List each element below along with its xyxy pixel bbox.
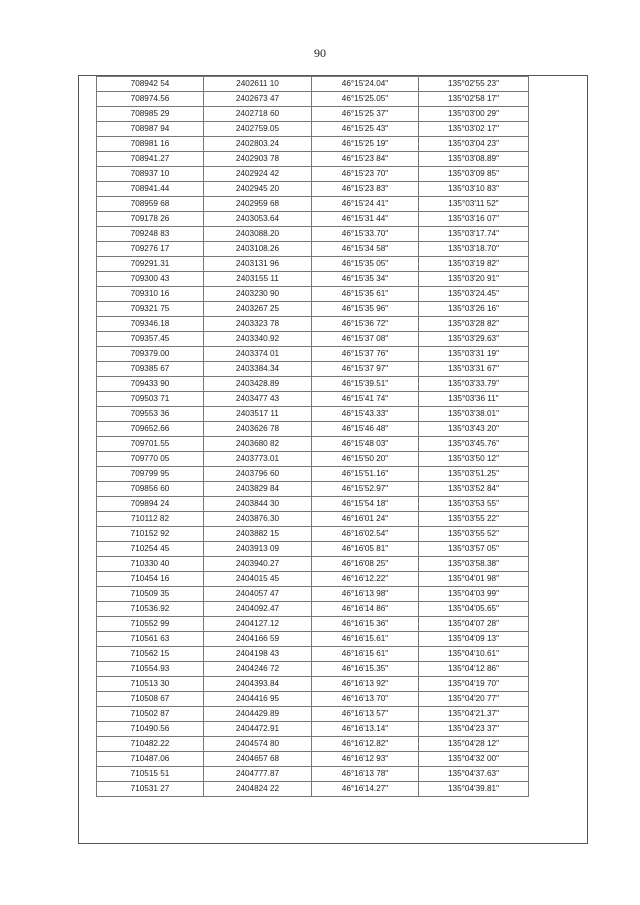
longitude-cell: 135°03'53 55" [419, 497, 529, 512]
latitude-cell: 46°15'23 83" [312, 182, 419, 197]
y-coordinate-cell: 2404472.91 [204, 722, 312, 737]
x-coordinate-cell: 709856 60 [97, 482, 204, 497]
y-coordinate-cell: 2403882 15 [204, 527, 312, 542]
x-coordinate-cell: 709276 17 [97, 242, 204, 257]
x-coordinate-cell: 709300 43 [97, 272, 204, 287]
table-row [97, 557, 529, 572]
longitude-cell: 135°03'18.70" [419, 242, 529, 257]
latitude-cell: 46°15'50 20" [312, 452, 419, 467]
y-coordinate-cell: 2403829 84 [204, 482, 312, 497]
latitude-cell: 46°15'23 70" [312, 167, 419, 182]
latitude-cell: 46°15'35 96" [312, 302, 419, 317]
x-coordinate-cell: 709553 36 [97, 407, 204, 422]
latitude-cell: 46°15'25 19" [312, 137, 419, 152]
longitude-cell: 135°03'38.01" [419, 407, 529, 422]
x-coordinate-cell: 708942 54 [97, 77, 204, 92]
y-coordinate-cell: 2404127.12 [204, 617, 312, 632]
y-coordinate-cell: 2404393.84 [204, 677, 312, 692]
latitude-cell: 46°16'12.82" [312, 737, 419, 752]
x-coordinate-cell: 709385 67 [97, 362, 204, 377]
page-number: 90 [314, 46, 326, 60]
x-coordinate-cell: 709248 83 [97, 227, 204, 242]
table-row [97, 452, 529, 467]
y-coordinate-cell: 2402959 68 [204, 197, 312, 212]
longitude-cell: 135°03'16 07" [419, 212, 529, 227]
y-coordinate-cell: 2402673 47 [204, 92, 312, 107]
x-coordinate-cell: 709701.55 [97, 437, 204, 452]
latitude-cell: 46°15'35 61" [312, 287, 419, 302]
table-row [97, 737, 529, 752]
table-row [97, 107, 529, 122]
latitude-cell: 46°15'43.33" [312, 407, 419, 422]
x-coordinate-cell: 708987 94 [97, 122, 204, 137]
y-coordinate-cell: 2403428.89 [204, 377, 312, 392]
x-coordinate-cell: 710487.06 [97, 752, 204, 767]
x-coordinate-cell: 710330 40 [97, 557, 204, 572]
y-coordinate-cell: 2403088.20 [204, 227, 312, 242]
y-coordinate-cell: 2402759.05 [204, 122, 312, 137]
table-row [97, 272, 529, 287]
table-row [97, 152, 529, 167]
y-coordinate-cell: 2403876.30 [204, 512, 312, 527]
latitude-cell: 46°15'37 97" [312, 362, 419, 377]
longitude-cell: 135°04'10.61" [419, 647, 529, 662]
longitude-cell: 135°04'39.81" [419, 782, 529, 797]
table-row [97, 362, 529, 377]
y-coordinate-cell: 2403517 11 [204, 407, 312, 422]
table-row [97, 392, 529, 407]
latitude-cell: 46°15'23 84" [312, 152, 419, 167]
longitude-cell: 135°03'50 12" [419, 452, 529, 467]
y-coordinate-cell: 2403374 01 [204, 347, 312, 362]
latitude-cell: 46°15'34 58" [312, 242, 419, 257]
x-coordinate-cell: 709652.66 [97, 422, 204, 437]
latitude-cell: 46°16'14.27" [312, 782, 419, 797]
y-coordinate-cell: 2403913 09 [204, 542, 312, 557]
table-row [97, 197, 529, 212]
x-coordinate-cell: 710513 30 [97, 677, 204, 692]
longitude-cell: 135°03'29.63" [419, 332, 529, 347]
latitude-cell: 46°16'14 86" [312, 602, 419, 617]
longitude-cell: 135°03'52 84" [419, 482, 529, 497]
y-coordinate-cell: 2404429.89 [204, 707, 312, 722]
longitude-cell: 135°03'31 67" [419, 362, 529, 377]
y-coordinate-cell: 2404092.47 [204, 602, 312, 617]
longitude-cell: 135°03'36 11" [419, 392, 529, 407]
x-coordinate-cell: 709894 24 [97, 497, 204, 512]
longitude-cell: 135°04'32 00" [419, 752, 529, 767]
table-row [97, 692, 529, 707]
y-coordinate-cell: 2404246 72 [204, 662, 312, 677]
longitude-cell: 135°04'12 86" [419, 662, 529, 677]
longitude-cell: 135°03'11 52" [419, 197, 529, 212]
latitude-cell: 46°15'35 05" [312, 257, 419, 272]
x-coordinate-cell: 710254 45 [97, 542, 204, 557]
longitude-cell: 135°04'07 28" [419, 617, 529, 632]
longitude-cell: 135°03'17.74" [419, 227, 529, 242]
latitude-cell: 46°16'13 70" [312, 692, 419, 707]
y-coordinate-cell: 2404198 43 [204, 647, 312, 662]
longitude-cell: 135°04'37.63" [419, 767, 529, 782]
table-row [97, 77, 529, 92]
y-coordinate-cell: 2404057 47 [204, 587, 312, 602]
coordinates-table-frame [78, 75, 588, 844]
y-coordinate-cell: 2403267 25 [204, 302, 312, 317]
y-coordinate-cell: 2403796 60 [204, 467, 312, 482]
table-row [97, 437, 529, 452]
table-row [97, 677, 529, 692]
x-coordinate-cell: 709357.45 [97, 332, 204, 347]
latitude-cell: 46°15'33.70" [312, 227, 419, 242]
y-coordinate-cell: 2402945 20 [204, 182, 312, 197]
y-coordinate-cell: 2402903 78 [204, 152, 312, 167]
table-row [97, 632, 529, 647]
longitude-cell: 135°03'08.89" [419, 152, 529, 167]
table-row [97, 617, 529, 632]
table-row [97, 587, 529, 602]
table-row [97, 242, 529, 257]
longitude-cell: 135°03'04 23" [419, 137, 529, 152]
table-row [97, 227, 529, 242]
longitude-cell: 135°03'00 29" [419, 107, 529, 122]
latitude-cell: 46°16'13 98" [312, 587, 419, 602]
latitude-cell: 46°15'31 44" [312, 212, 419, 227]
y-coordinate-cell: 2404777.87 [204, 767, 312, 782]
y-coordinate-cell: 2403131 96 [204, 257, 312, 272]
table-row [97, 662, 529, 677]
latitude-cell: 46°15'37 76" [312, 347, 419, 362]
longitude-cell: 135°03'26 16" [419, 302, 529, 317]
table-row [97, 602, 529, 617]
longitude-cell: 135°03'02 17" [419, 122, 529, 137]
latitude-cell: 46°16'02.54" [312, 527, 419, 542]
y-coordinate-cell: 2404015 45 [204, 572, 312, 587]
table-row [97, 182, 529, 197]
table-row [97, 707, 529, 722]
y-coordinate-cell: 2402611 10 [204, 77, 312, 92]
longitude-cell: 135°03'31 19" [419, 347, 529, 362]
latitude-cell: 46°15'24 41" [312, 197, 419, 212]
x-coordinate-cell: 709433 90 [97, 377, 204, 392]
y-coordinate-cell: 2403626 78 [204, 422, 312, 437]
longitude-cell: 135°04'09 13" [419, 632, 529, 647]
x-coordinate-cell: 710561 63 [97, 632, 204, 647]
table-row [97, 377, 529, 392]
longitude-cell: 135°02'58 17" [419, 92, 529, 107]
x-coordinate-cell: 709770 05 [97, 452, 204, 467]
y-coordinate-cell: 2403680 82 [204, 437, 312, 452]
x-coordinate-cell: 709321 75 [97, 302, 204, 317]
table-row [97, 422, 529, 437]
latitude-cell: 46°15'52.97" [312, 482, 419, 497]
table-row [97, 782, 529, 797]
latitude-cell: 46°15'24.04" [312, 77, 419, 92]
x-coordinate-cell: 710562 15 [97, 647, 204, 662]
table-row [97, 137, 529, 152]
y-coordinate-cell: 2404657 68 [204, 752, 312, 767]
table-row [97, 467, 529, 482]
x-coordinate-cell: 710536.92 [97, 602, 204, 617]
latitude-cell: 46°15'25.05" [312, 92, 419, 107]
y-coordinate-cell: 2404574 80 [204, 737, 312, 752]
table-row [97, 722, 529, 737]
y-coordinate-cell: 2403844 30 [204, 497, 312, 512]
table-row [97, 167, 529, 182]
x-coordinate-cell: 710152 92 [97, 527, 204, 542]
longitude-cell: 135°03'57 05" [419, 542, 529, 557]
latitude-cell: 46°15'39.51" [312, 377, 419, 392]
y-coordinate-cell: 2403477 43 [204, 392, 312, 407]
x-coordinate-cell: 708974.56 [97, 92, 204, 107]
x-coordinate-cell: 709291.31 [97, 257, 204, 272]
x-coordinate-cell: 708937 10 [97, 167, 204, 182]
latitude-cell: 46°16'13.14" [312, 722, 419, 737]
latitude-cell: 46°16'13 92" [312, 677, 419, 692]
y-coordinate-cell: 2402924 42 [204, 167, 312, 182]
table-row [97, 542, 529, 557]
y-coordinate-cell: 2404416 95 [204, 692, 312, 707]
y-coordinate-cell: 2402803.24 [204, 137, 312, 152]
x-coordinate-cell: 709799 95 [97, 467, 204, 482]
latitude-cell: 46°16'15 61" [312, 647, 419, 662]
table-row [97, 752, 529, 767]
longitude-cell: 135°03'28 82" [419, 317, 529, 332]
x-coordinate-cell: 710552 99 [97, 617, 204, 632]
longitude-cell: 135°03'24.45" [419, 287, 529, 302]
table-row [97, 332, 529, 347]
longitude-cell: 135°04'23 37" [419, 722, 529, 737]
latitude-cell: 46°16'15 36" [312, 617, 419, 632]
x-coordinate-cell: 710531 27 [97, 782, 204, 797]
table-row [97, 572, 529, 587]
longitude-cell: 135°02'55 23" [419, 77, 529, 92]
longitude-cell: 135°04'05.65" [419, 602, 529, 617]
table-row [97, 767, 529, 782]
latitude-cell: 46°15'46 48" [312, 422, 419, 437]
x-coordinate-cell: 708941.44 [97, 182, 204, 197]
longitude-cell: 135°04'20 77" [419, 692, 529, 707]
latitude-cell: 46°15'37 08" [312, 332, 419, 347]
x-coordinate-cell: 708985 29 [97, 107, 204, 122]
table-row [97, 347, 529, 362]
y-coordinate-cell: 2403940.27 [204, 557, 312, 572]
coordinates-table [96, 76, 529, 797]
table-row [97, 512, 529, 527]
y-coordinate-cell: 2404166 59 [204, 632, 312, 647]
x-coordinate-cell: 710509 35 [97, 587, 204, 602]
table-row [97, 527, 529, 542]
latitude-cell: 46°16'15.61" [312, 632, 419, 647]
x-coordinate-cell: 710502 87 [97, 707, 204, 722]
longitude-cell: 135°03'55 52" [419, 527, 529, 542]
coordinates-table-body [97, 77, 529, 797]
x-coordinate-cell: 710112 82 [97, 512, 204, 527]
table-row [97, 302, 529, 317]
latitude-cell: 46°15'51.16" [312, 467, 419, 482]
x-coordinate-cell: 710515 51 [97, 767, 204, 782]
y-coordinate-cell: 2402718 60 [204, 107, 312, 122]
longitude-cell: 135°03'58.38" [419, 557, 529, 572]
x-coordinate-cell: 709346.18 [97, 317, 204, 332]
longitude-cell: 135°03'45.76" [419, 437, 529, 452]
latitude-cell: 46°15'48 03" [312, 437, 419, 452]
longitude-cell: 135°03'33.79" [419, 377, 529, 392]
y-coordinate-cell: 2404824 22 [204, 782, 312, 797]
latitude-cell: 46°16'01 24" [312, 512, 419, 527]
latitude-cell: 46°16'12.22" [312, 572, 419, 587]
table-row [97, 407, 529, 422]
latitude-cell: 46°16'12 93" [312, 752, 419, 767]
table-row [97, 287, 529, 302]
y-coordinate-cell: 2403323 78 [204, 317, 312, 332]
table-row [97, 647, 529, 662]
x-coordinate-cell: 710454 16 [97, 572, 204, 587]
x-coordinate-cell: 709178 26 [97, 212, 204, 227]
x-coordinate-cell: 708959 68 [97, 197, 204, 212]
latitude-cell: 46°16'08 25" [312, 557, 419, 572]
longitude-cell: 135°03'20 91" [419, 272, 529, 287]
latitude-cell: 46°16'05 81" [312, 542, 419, 557]
longitude-cell: 135°03'55 22" [419, 512, 529, 527]
table-row [97, 257, 529, 272]
longitude-cell: 135°04'28 12" [419, 737, 529, 752]
latitude-cell: 46°15'25 37" [312, 107, 419, 122]
y-coordinate-cell: 2403230 90 [204, 287, 312, 302]
latitude-cell: 46°15'25 43" [312, 122, 419, 137]
longitude-cell: 135°04'19 70" [419, 677, 529, 692]
latitude-cell: 46°15'54 18" [312, 497, 419, 512]
x-coordinate-cell: 710554.93 [97, 662, 204, 677]
longitude-cell: 135°04'01 98" [419, 572, 529, 587]
table-row [97, 497, 529, 512]
x-coordinate-cell: 710482.22 [97, 737, 204, 752]
x-coordinate-cell: 708941.27 [97, 152, 204, 167]
longitude-cell: 135°04'21.37" [419, 707, 529, 722]
y-coordinate-cell: 2403384.34 [204, 362, 312, 377]
y-coordinate-cell: 2403108.26 [204, 242, 312, 257]
x-coordinate-cell: 710508 67 [97, 692, 204, 707]
table-row [97, 317, 529, 332]
x-coordinate-cell: 710490.56 [97, 722, 204, 737]
longitude-cell: 135°03'10 83" [419, 182, 529, 197]
longitude-cell: 135°03'43 20" [419, 422, 529, 437]
latitude-cell: 46°15'35 34" [312, 272, 419, 287]
table-row [97, 482, 529, 497]
y-coordinate-cell: 2403773.01 [204, 452, 312, 467]
longitude-cell: 135°04'03 99" [419, 587, 529, 602]
x-coordinate-cell: 709379.00 [97, 347, 204, 362]
latitude-cell: 46°16'13 57" [312, 707, 419, 722]
latitude-cell: 46°15'41 74" [312, 392, 419, 407]
table-row [97, 92, 529, 107]
latitude-cell: 46°16'13 78" [312, 767, 419, 782]
x-coordinate-cell: 708981 16 [97, 137, 204, 152]
table-row [97, 212, 529, 227]
y-coordinate-cell: 2403053.64 [204, 212, 312, 227]
y-coordinate-cell: 2403155 11 [204, 272, 312, 287]
longitude-cell: 135°03'51.25" [419, 467, 529, 482]
longitude-cell: 135°03'19 82" [419, 257, 529, 272]
x-coordinate-cell: 709503 71 [97, 392, 204, 407]
longitude-cell: 135°03'09 85" [419, 167, 529, 182]
table-row [97, 122, 529, 137]
latitude-cell: 46°15'36 72" [312, 317, 419, 332]
x-coordinate-cell: 709310 16 [97, 287, 204, 302]
y-coordinate-cell: 2403340.92 [204, 332, 312, 347]
latitude-cell: 46°16'15.35" [312, 662, 419, 677]
